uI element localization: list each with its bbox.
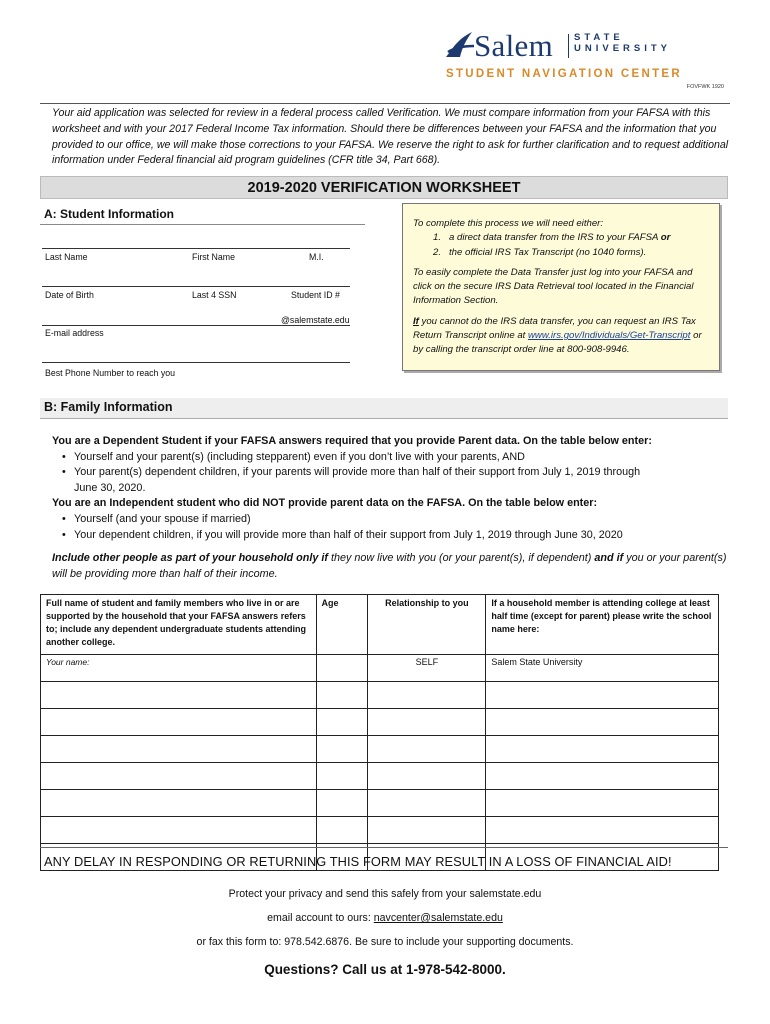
info-data-transfer: To easily complete the Data Transfer just log into your FAFSA and click on the secure IRS Data Retrieval tool located in the Financial Information Section.: [413, 266, 694, 307]
table-row: [41, 709, 719, 736]
table-header-row: [41, 595, 719, 655]
navcenter-email-link[interactable]: navcenter@salemstate.edu: [373, 912, 503, 924]
cell-name[interactable]: [41, 736, 317, 763]
table-row: [41, 682, 719, 709]
salem-state-logo: [440, 26, 700, 84]
cell-your-name[interactable]: Your name:: [41, 655, 317, 682]
cell-school[interactable]: [486, 790, 719, 817]
info-option-1: 1. a direct data transfer from the IRS to your FAFSA or: [433, 232, 671, 244]
section-b-heading: B: Family Information: [44, 400, 173, 414]
irs-info-box: [402, 203, 720, 371]
questions-phone: Questions? Call us at 1-978-542-8000.: [264, 962, 506, 977]
cell-relationship[interactable]: [368, 790, 486, 817]
logo-state-university: STATE UNIVERSITY: [574, 32, 672, 54]
column-header-age: Age: [316, 595, 368, 655]
cell-school[interactable]: [486, 682, 719, 709]
sailboat-icon: [442, 30, 476, 60]
cell-name[interactable]: [41, 709, 317, 736]
independent-bullet-1: • Yourself (and your spouse if married): [52, 512, 732, 528]
table-row: [41, 817, 719, 844]
first-name-label: First Name: [192, 252, 236, 262]
cell-age[interactable]: [316, 790, 368, 817]
dependent-bullet-1: • Yourself and your parent(s) (including stepparent) even if you don’t live with your parents, AND: [52, 450, 732, 466]
form-code: FOVFWK 1920: [686, 84, 724, 90]
section-a-heading: A: Student Information: [44, 207, 174, 221]
table-row: [41, 763, 719, 790]
cell-school[interactable]: [486, 709, 719, 736]
mi-label: M.I.: [309, 252, 324, 262]
cell-relationship[interactable]: [368, 763, 486, 790]
column-header-school: If a household member is attending college at least half time (except for parent) please write the school name here:: [486, 595, 719, 655]
table-row: [41, 655, 719, 682]
dob-field-line[interactable]: [42, 286, 350, 287]
dob-label: Date of Birth: [45, 290, 94, 300]
column-header-name: Full name of student and family members who live in or are supported by the household that your FAFSA answers refers to; include any dependent undergraduate students attending another college.: [41, 595, 317, 655]
cell-age[interactable]: [316, 736, 368, 763]
cell-school[interactable]: [486, 817, 719, 844]
privacy-note: Protect your privacy and send this safely from your salemstate.edu: [228, 888, 542, 900]
name-field-line[interactable]: [42, 248, 350, 249]
cell-relationship[interactable]: [368, 682, 486, 709]
phone-label: Best Phone Number to reach you: [45, 368, 176, 378]
dependent-heading: You are a Dependent Student if your FAFSA answers required that you provide Parent data. On the table below enter:: [52, 435, 652, 447]
worksheet-title: 2019-2020 VERIFICATION WORKSHEET: [40, 176, 728, 199]
info-option-2: 2. the official IRS Tax Transcript (no 1040 forms).: [433, 246, 647, 258]
column-header-relationship: Relationship to you: [368, 595, 486, 655]
family-instructions: [52, 434, 732, 582]
cell-relationship[interactable]: SELF: [368, 655, 486, 682]
cell-name[interactable]: [41, 763, 317, 790]
cell-age[interactable]: [316, 682, 368, 709]
cell-relationship[interactable]: [368, 709, 486, 736]
header-divider: [40, 103, 730, 104]
household-table: [40, 594, 719, 871]
household-note: Include other people as part of your household only if they now live with you (or your parent(s), if dependent) and if you or your parent(s) will be providing more than half of their income.: [52, 552, 727, 580]
cell-name[interactable]: [41, 790, 317, 817]
dependent-bullet-2-cont: June 30, 2020.: [74, 481, 146, 494]
irs-transcript-link[interactable]: www.irs.gov/Individuals/Get-Transcript: [528, 330, 691, 342]
logo-divider: [568, 34, 569, 58]
email-label: E-mail address: [45, 328, 104, 338]
info-intro: To complete this process we will need either:: [413, 218, 604, 229]
student-id-label: Student ID #: [291, 290, 340, 300]
cell-age[interactable]: [316, 817, 368, 844]
table-row: [41, 790, 719, 817]
logo-subtitle: STUDENT NAVIGATION CENTER: [446, 68, 682, 80]
cell-age[interactable]: [316, 709, 368, 736]
independent-heading: You are an Independent student who did NOT provide parent data on the FAFSA. On the table below enter:: [52, 497, 598, 510]
intro-paragraph: Your aid application was selected for review in a federal process called Verification. We must compare information from your FAFSA with this worksheet and with your 2017 Federal Income Tax information. Should there be differences between your FAFSA and the information that you provided to our office, we will make those corrections to your FAFSA. We reserve the right to ask for further clarification and to request additional information under Federal financial aid program guidelines (CFR title 34, Part 668).: [52, 107, 729, 167]
info-transcript: If you cannot do the IRS data transfer, you can request an IRS Tax Return Transcript online at www.irs.gov/Individuals/Get-Transcript or by calling the transcript order line at 800-908-9946.: [413, 315, 702, 356]
cell-age[interactable]: [316, 763, 368, 790]
dependent-bullet-2: • Your parent(s) dependent children, if your parents will provide more than half of their support from July 1, 2019 through: [52, 465, 732, 481]
fax-instruction: or fax this form to: 978.542.6876. Be sure to include your supporting documents.: [196, 936, 574, 948]
financial-aid-warning: ANY DELAY IN RESPONDING OR RETURNING THIS FORM MAY RESULT IN A LOSS OF FINANCIAL AID!: [44, 854, 672, 869]
table-row: [41, 736, 719, 763]
logo-wordmark: Salem: [474, 28, 553, 63]
cell-relationship[interactable]: [368, 736, 486, 763]
cell-age[interactable]: [316, 655, 368, 682]
phone-field-line[interactable]: [42, 362, 350, 363]
cell-school[interactable]: [486, 736, 719, 763]
cell-relationship[interactable]: [368, 817, 486, 844]
last-name-label: Last Name: [45, 252, 88, 262]
independent-bullet-2: • Your dependent children, if you will provide more than half of their support from July 1, 2019 through June 30, 2020: [52, 528, 732, 544]
ssn-label: Last 4 SSN: [192, 290, 237, 300]
footer-divider: [40, 847, 728, 848]
cell-name[interactable]: [41, 682, 317, 709]
section-a-divider: [40, 224, 365, 225]
email-field-line[interactable]: [42, 325, 350, 326]
cell-name[interactable]: [41, 817, 317, 844]
email-instruction: email account to ours: navcenter@salemstate.edu: [267, 912, 503, 924]
email-domain-suffix: @salemstate.edu: [281, 315, 350, 325]
cell-school[interactable]: Salem State University: [486, 655, 719, 682]
cell-school[interactable]: [486, 763, 719, 790]
